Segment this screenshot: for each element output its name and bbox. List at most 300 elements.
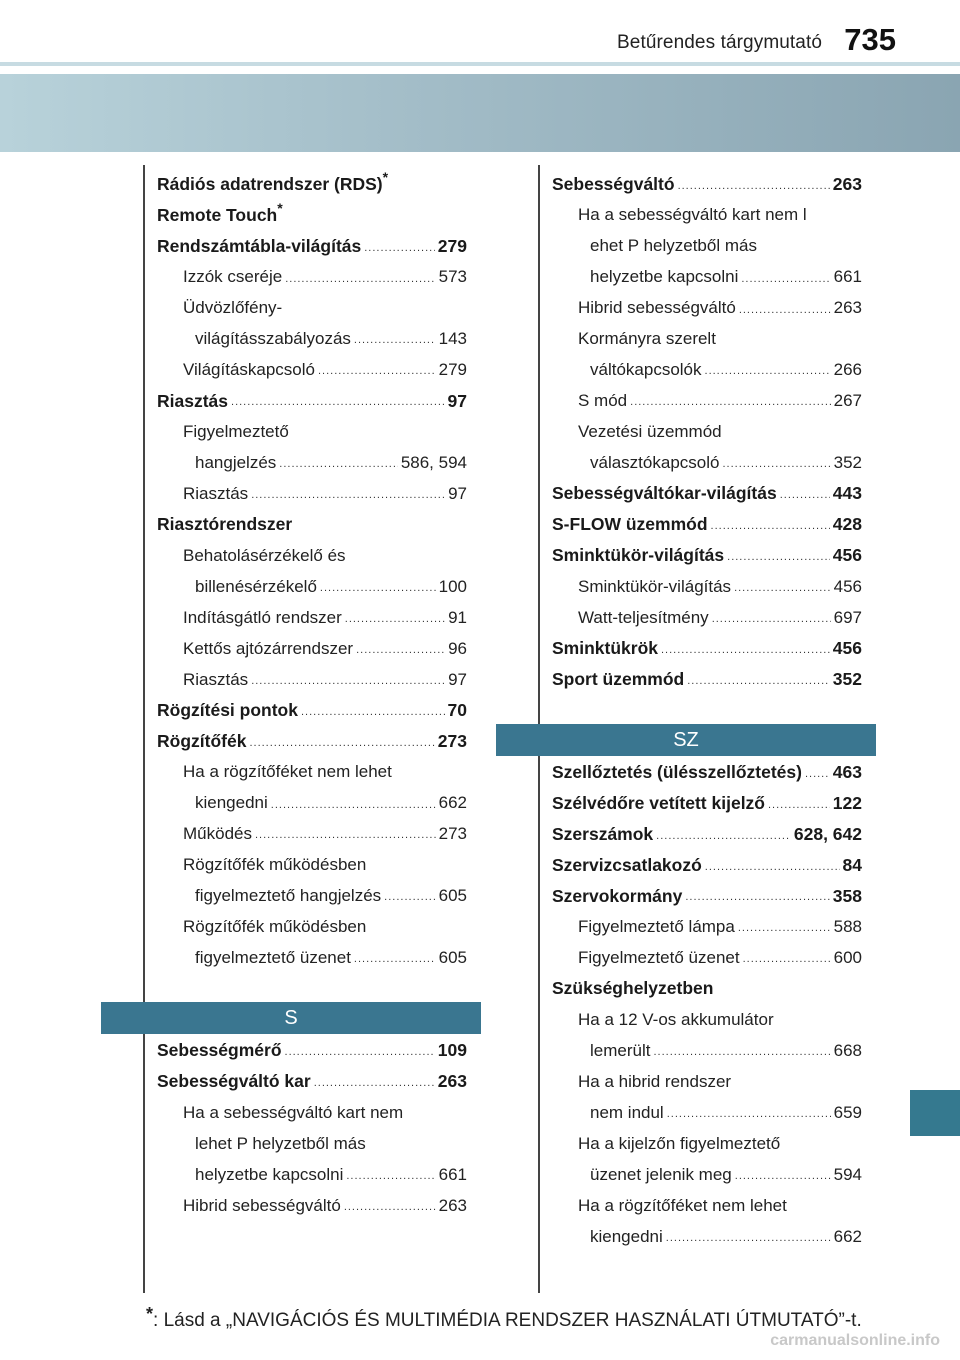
index-subentry — [157, 911, 467, 942]
page-reference: 661 — [438, 1164, 467, 1184]
header-underline — [0, 62, 960, 66]
leader-dots — [249, 737, 434, 752]
entry-label — [183, 608, 342, 628]
entry-label — [183, 670, 248, 690]
leader-dots — [320, 582, 436, 597]
page-reference: 588 — [833, 917, 862, 937]
entry-label-text: Üdvözlőfény- — [183, 298, 283, 318]
entry-label-text: Indításgátló rendszer — [183, 607, 342, 627]
entry-label-text: Ha a sebességváltó kart nem — [183, 1102, 404, 1122]
page-reference: 97 — [448, 483, 467, 503]
index-subentry — [157, 570, 467, 601]
page-reference: 96 — [448, 638, 467, 658]
footnote — [146, 1304, 862, 1332]
leader-dots — [364, 242, 435, 257]
entry-label-text: Sminktükör-világítás — [578, 576, 732, 596]
page-reference: 661 — [833, 267, 862, 287]
leader-dots — [667, 1108, 831, 1123]
index-entry — [552, 632, 862, 663]
leader-dots — [255, 829, 436, 844]
index-subentry — [157, 849, 467, 880]
section-letter-bar: S — [101, 1002, 481, 1034]
index-column-left — [157, 168, 467, 1220]
leader-dots — [285, 273, 435, 288]
page-reference: 600 — [833, 948, 862, 968]
entry-label — [578, 422, 722, 442]
index-subentry — [552, 570, 862, 601]
entry-label-text: Sebességváltó — [552, 173, 675, 194]
index-subentry — [157, 416, 467, 447]
entry-label — [590, 1165, 732, 1185]
entry-label — [195, 1134, 366, 1154]
entry-label — [552, 174, 675, 195]
index-entry — [157, 230, 467, 261]
entry-label — [195, 329, 351, 349]
index-subentry — [552, 323, 862, 354]
entry-label-text: világításszabályozás — [195, 329, 351, 349]
entry-label-text: Sebességmérő — [157, 1040, 282, 1061]
index-entry — [552, 168, 862, 199]
entry-label — [578, 329, 716, 349]
index-subentry — [552, 446, 862, 477]
entry-label — [157, 1071, 311, 1092]
entry-label-text: Ha a 12 V-os akkumulátor — [578, 1009, 774, 1029]
leader-dots — [712, 613, 831, 628]
index-subentry — [157, 539, 467, 570]
entry-label — [183, 1103, 403, 1123]
page-reference: 352 — [832, 668, 862, 689]
index-subentry — [157, 663, 467, 694]
index-entry — [552, 849, 862, 880]
page-reference: 273 — [437, 730, 467, 751]
section-spacer — [157, 972, 467, 1002]
entry-label — [183, 267, 282, 287]
index-subentry — [552, 230, 862, 261]
page-reference: 263 — [437, 1071, 467, 1092]
entry-label-text: Sminktükör-világítás — [552, 545, 725, 566]
index-entry — [157, 725, 467, 756]
entry-label — [183, 360, 315, 380]
index-entry — [552, 787, 862, 818]
page-reference: 273 — [438, 824, 467, 844]
entry-label-text: Rögzítési pontok — [157, 699, 298, 720]
index-entry — [552, 477, 862, 508]
entry-label — [183, 917, 366, 937]
index-subentry — [552, 1034, 862, 1065]
page-reference: 697 — [833, 607, 862, 627]
index-subentry — [157, 941, 467, 972]
index-subentry — [157, 601, 467, 632]
index-entry — [552, 818, 862, 849]
index-subentry — [157, 756, 467, 787]
entry-label — [578, 948, 740, 968]
page-reference: 659 — [833, 1102, 862, 1122]
entry-label — [578, 1134, 780, 1154]
leader-dots — [722, 458, 830, 473]
leader-dots — [741, 273, 830, 288]
index-subentry — [552, 1127, 862, 1158]
leader-dots — [734, 582, 831, 597]
entry-label-text: Riasztás — [183, 483, 249, 503]
index-subentry — [552, 942, 862, 973]
leader-dots — [356, 644, 445, 659]
index-subentry — [552, 911, 862, 942]
entry-label — [157, 731, 246, 752]
entry-label-text: Kettős ajtózárrendszer — [183, 638, 354, 658]
entry-label-text: Szükséghelyzetben — [552, 978, 714, 999]
entry-label — [195, 1165, 343, 1185]
page-reference: 263 — [833, 298, 862, 318]
chapter-tab — [910, 1090, 960, 1136]
entry-label-text: Rögzítőfék — [157, 730, 247, 751]
entry-label-text: ehet P helyzetből más — [590, 236, 757, 256]
index-subentry — [157, 880, 467, 911]
index-entry — [157, 694, 467, 725]
entry-label — [183, 824, 252, 844]
entry-label — [157, 200, 283, 226]
index-subentry — [157, 1096, 467, 1127]
index-subentry — [552, 1220, 862, 1251]
entry-label — [578, 577, 731, 597]
index-subentry — [157, 446, 467, 477]
entry-label-text: Figyelmeztető üzenet — [578, 948, 740, 968]
page-reference: 109 — [437, 1040, 467, 1061]
page-reference: 70 — [447, 699, 467, 720]
leader-dots — [656, 830, 791, 845]
page-reference: 352 — [833, 452, 862, 472]
leader-dots — [384, 891, 435, 906]
entry-label-text: figyelmeztető hangjelzés — [195, 886, 382, 906]
entry-label-text: Sebességváltó kar — [157, 1071, 311, 1092]
entry-label-text: Figyelmeztető lámpa — [578, 917, 735, 937]
index-subentry — [552, 1065, 862, 1096]
page-reference: 594 — [833, 1164, 862, 1184]
page-reference: 428 — [832, 514, 862, 535]
page-reference: 605 — [438, 947, 467, 967]
index-subentry — [552, 385, 862, 416]
page-reference: 266 — [833, 360, 862, 380]
entry-label — [590, 1041, 650, 1061]
entry-label — [552, 762, 802, 783]
index-subentry — [157, 1158, 467, 1189]
entry-label — [183, 762, 392, 782]
entry-label — [590, 267, 738, 287]
page-reference: 668 — [833, 1040, 862, 1060]
page-reference: 662 — [833, 1226, 862, 1246]
entry-label-text: Riasztás — [183, 669, 249, 689]
index-subentry — [552, 354, 862, 385]
page-reference: 605 — [438, 886, 467, 906]
entry-label-text: Behatolásérzékelő és — [183, 545, 346, 565]
index-subentry — [157, 323, 467, 354]
index-entry — [552, 539, 862, 570]
index-subentry — [552, 1003, 862, 1034]
leader-dots — [727, 551, 830, 566]
leader-dots — [666, 1232, 831, 1247]
leader-dots — [739, 304, 831, 319]
section-letter-bar: SZ — [496, 724, 876, 756]
leader-dots — [630, 396, 830, 411]
leader-dots — [735, 1170, 831, 1185]
entry-label — [578, 1072, 731, 1092]
index-entry — [157, 199, 467, 230]
entry-label-text: Hibrid sebességváltó — [183, 1195, 341, 1215]
leader-dots — [743, 953, 831, 968]
entry-label-text: Világításkapcsoló — [183, 360, 315, 380]
watermark: carmanualsonline.info — [770, 1332, 940, 1349]
index-subentry — [157, 1189, 467, 1220]
entry-label — [578, 391, 627, 411]
entry-label — [195, 453, 276, 473]
leader-dots — [653, 1046, 830, 1061]
index-entry — [552, 508, 862, 539]
entry-label-text: Ha a rögzítőféket nem lehet — [183, 762, 392, 782]
left-column-rule — [143, 165, 145, 1293]
entry-label-text: Riasztórendszer — [157, 514, 293, 535]
entry-label-text: S-FLOW üzemmód — [552, 514, 708, 535]
entry-label — [578, 205, 807, 225]
leader-dots — [301, 706, 445, 721]
entry-label-text: lehet P helyzetből más — [195, 1133, 366, 1153]
entry-label — [552, 793, 765, 814]
entry-label-text: helyzetbe kapcsolni — [590, 267, 739, 287]
index-subentry — [552, 601, 862, 632]
entry-label-text: lemerült — [590, 1040, 651, 1060]
entry-label-text: váltókapcsolók — [590, 360, 702, 380]
entry-label-text: Sminktükrök — [552, 638, 658, 658]
index-subentry — [157, 354, 467, 385]
entry-label — [578, 1010, 774, 1030]
index-subentry — [157, 261, 467, 292]
index-subentry — [157, 632, 467, 663]
entry-label — [590, 1227, 663, 1247]
leader-dots — [354, 953, 436, 968]
index-entry — [157, 1065, 467, 1096]
entry-label-text: Működés — [183, 824, 252, 844]
entry-label — [578, 917, 735, 937]
entry-label — [157, 700, 298, 721]
index-subentry — [552, 292, 862, 323]
index-subentry — [552, 261, 862, 292]
page-header — [0, 0, 960, 66]
leader-dots — [738, 922, 831, 937]
leader-dots — [231, 396, 445, 411]
entry-label — [183, 639, 353, 659]
entry-label-text: Figyelmeztető — [183, 422, 289, 442]
entry-label-text: Rögzítőfék működésben — [183, 917, 367, 937]
page-reference: 97 — [448, 669, 467, 689]
entry-label-text: Riasztás — [157, 390, 229, 411]
leader-dots — [678, 180, 830, 195]
index-entry — [157, 385, 467, 416]
entry-label — [183, 1196, 341, 1216]
index-column-right — [552, 168, 862, 1251]
page-reference: 143 — [438, 329, 467, 349]
footnote-marker: * — [277, 199, 283, 216]
page-reference: 463 — [832, 761, 862, 782]
entry-label-text: Rádiós adatrendszer (RDS) — [157, 173, 383, 194]
footnote-text: : Lásd a „NAVIGÁCIÓS ÉS MULTIMÉDIA RENDSZER HASZNÁLATI ÚTMUTATÓ”-t. — [153, 1310, 862, 1331]
index-subentry — [157, 818, 467, 849]
index-subentry — [157, 477, 467, 508]
page-reference: 662 — [438, 793, 467, 813]
entry-label-text: Ha a kijelzőn figyelmeztető — [578, 1133, 781, 1153]
leader-dots — [685, 891, 829, 906]
entry-label — [552, 824, 653, 845]
entry-label — [195, 577, 317, 597]
entry-label-text: Hibrid sebességváltó — [578, 298, 736, 318]
index-subentry — [552, 416, 862, 447]
index-subentry — [157, 1127, 467, 1158]
leader-dots — [805, 768, 830, 783]
leader-dots — [705, 365, 831, 380]
entry-label-text: Kormányra szerelt — [578, 329, 716, 349]
entry-label — [183, 546, 346, 566]
index-entry — [157, 168, 467, 199]
entry-label-text: kiengedni — [590, 1226, 663, 1246]
leader-dots — [354, 334, 436, 349]
index-subentry — [157, 787, 467, 818]
entry-label-text: Szellőztetés (ülésszellőztetés) — [552, 761, 802, 782]
entry-label — [183, 422, 289, 442]
entry-label-text: Szervizcsatlakozó — [552, 854, 702, 875]
page-reference: 456 — [832, 545, 862, 566]
entry-label — [157, 391, 228, 412]
leader-dots — [780, 489, 830, 504]
entry-label-text: Ha a rögzítőféket nem lehet — [578, 1195, 787, 1215]
leader-dots — [687, 675, 830, 690]
entry-label — [552, 514, 708, 535]
index-subentry — [157, 292, 467, 323]
page-reference: 84 — [842, 854, 862, 875]
page-reference: 279 — [437, 235, 467, 256]
leader-dots — [711, 520, 830, 535]
entry-label-text: Sebességváltókar-világítás — [552, 483, 777, 504]
leader-dots — [285, 1046, 435, 1061]
entry-label-text: nem indul — [590, 1102, 664, 1122]
page-reference: 100 — [438, 576, 467, 596]
entry-label-text: Ha a sebességváltó kart nem l — [578, 205, 807, 225]
entry-label — [578, 1196, 787, 1216]
page-reference: 263 — [832, 173, 862, 194]
page-reference: 628, 642 — [793, 823, 862, 844]
leader-dots — [768, 799, 830, 814]
entry-label-text: Watt-teljesítmény — [578, 607, 709, 627]
index-entry — [552, 973, 862, 1004]
leader-dots — [705, 861, 840, 876]
entry-label — [590, 360, 702, 380]
entry-label-text: választókapcsoló — [590, 452, 720, 472]
page-reference: 443 — [832, 483, 862, 504]
page-reference: 267 — [833, 391, 862, 411]
entry-label-text: Izzók cseréje — [183, 267, 283, 287]
page-number: 735 — [844, 22, 896, 57]
entry-label-text: kiengedni — [195, 793, 268, 813]
entry-label-text: helyzetbe kapcsolni — [195, 1164, 344, 1184]
page-reference: 573 — [438, 267, 467, 287]
entry-label — [552, 855, 702, 876]
entry-label-text: Sport üzemmód — [552, 668, 685, 689]
entry-label — [157, 169, 388, 195]
header-banner — [0, 74, 960, 152]
entry-label-text: üzenet jelenik meg — [590, 1164, 732, 1184]
entry-label — [552, 483, 777, 504]
entry-label — [183, 298, 282, 318]
entry-label — [157, 514, 292, 535]
index-subentry — [552, 1189, 862, 1220]
entry-label — [195, 886, 381, 906]
entry-label — [552, 638, 658, 659]
entry-label-text: Szerszámok — [552, 823, 654, 844]
index-subentry — [552, 1096, 862, 1127]
page-reference: 456 — [832, 638, 862, 658]
page-reference: 122 — [832, 792, 862, 813]
entry-label-text: Rögzítőfék működésben — [183, 855, 367, 875]
entry-label — [552, 669, 684, 690]
leader-dots — [271, 799, 436, 814]
index-entry — [157, 1034, 467, 1065]
leader-dots — [345, 613, 445, 628]
entry-label-text: Rendszámtábla-világítás — [157, 235, 362, 256]
leader-dots — [314, 1077, 435, 1092]
entry-label-text: Ha a hibrid rendszer — [578, 1071, 732, 1091]
index-subentry — [552, 199, 862, 230]
leader-dots — [346, 1170, 435, 1185]
entry-label — [590, 1103, 664, 1123]
entry-label-text: billenésérzékelő — [195, 576, 317, 596]
entry-label-text: Remote Touch — [157, 204, 278, 225]
leader-dots — [344, 1201, 436, 1216]
entry-label — [195, 948, 351, 968]
entry-label-text: hangjelzés — [195, 452, 277, 472]
header-title: Betűrendes tárgymutató — [617, 32, 822, 53]
page-reference: 97 — [447, 390, 467, 411]
index-subentry — [552, 1158, 862, 1189]
entry-label — [195, 793, 268, 813]
index-entry — [552, 663, 862, 694]
index-entry — [157, 508, 467, 539]
footnote-marker: * — [382, 168, 389, 185]
footnote-star: * — [146, 1304, 154, 1324]
entry-label — [578, 298, 736, 318]
entry-label — [552, 886, 682, 907]
entry-label — [183, 484, 248, 504]
entry-label-text: Vezetési üzemmód — [578, 422, 722, 442]
page-reference: 263 — [438, 1195, 467, 1215]
entry-label-text: figyelmeztető üzenet — [195, 947, 351, 967]
section-spacer — [552, 694, 862, 724]
entry-label — [578, 608, 709, 628]
entry-label — [590, 453, 719, 473]
entry-label — [183, 855, 366, 875]
leader-dots — [251, 675, 445, 690]
leader-dots — [251, 489, 445, 504]
entry-label-text: Szervokormány — [552, 885, 683, 906]
entry-label-text: Szélvédőre vetített kijelző — [552, 792, 765, 813]
page-reference: 91 — [448, 607, 467, 627]
page-reference: 456 — [833, 576, 862, 596]
index-entry — [552, 880, 862, 911]
page-reference: 279 — [438, 360, 467, 380]
entry-label — [552, 545, 724, 566]
leader-dots — [661, 644, 830, 659]
index-entry — [552, 756, 862, 787]
entry-label — [157, 236, 361, 257]
entry-label — [552, 978, 713, 999]
entry-label-text: S mód — [578, 391, 628, 411]
leader-dots — [318, 365, 436, 380]
page-reference: 358 — [832, 885, 862, 906]
